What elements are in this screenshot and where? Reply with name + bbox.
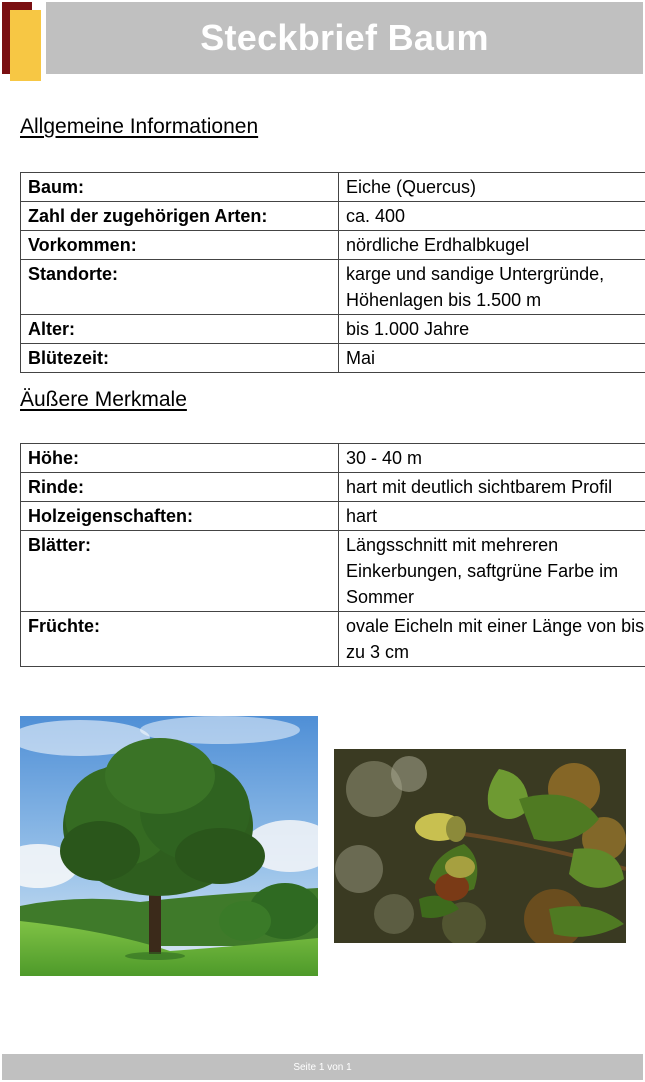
row-label: Holzeigenschaften: [21, 502, 339, 531]
row-value: Mai [339, 344, 645, 373]
row-label: Blätter: [21, 531, 339, 612]
row-value: ca. 400 [339, 202, 645, 231]
page-number: Seite 1 von 1 [293, 1061, 352, 1073]
row-label: Standorte: [21, 260, 339, 315]
table-row [21, 444, 645, 473]
row-value: 30 - 40 m [339, 444, 645, 473]
table-row [21, 612, 645, 667]
oak-tree-photo [20, 716, 318, 976]
row-label: Höhe: [21, 444, 339, 473]
row-label: Alter: [21, 315, 339, 344]
logo-yellow-block [10, 10, 41, 81]
row-label: Rinde: [21, 473, 339, 502]
title-banner [46, 2, 643, 74]
table-row [21, 315, 645, 344]
table-row [21, 173, 645, 202]
row-value: Längsschnitt mit mehreren Einkerbungen, saftgrüne Farbe im Sommer [339, 531, 645, 612]
page-title: Steckbrief Baum [200, 17, 489, 58]
row-label: Baum: [21, 173, 339, 202]
table-row [21, 260, 645, 315]
table-row [21, 344, 645, 373]
features-table [20, 443, 645, 667]
row-label: Zahl der zugehörigen Arten: [21, 202, 339, 231]
page-footer [2, 1054, 643, 1080]
row-value: ovale Eicheln mit einer Länge von bis zu 3 cm [339, 612, 645, 667]
section-heading-features: Äußere Merkmale [20, 388, 187, 411]
row-value: hart mit deutlich sichtbarem Profil [339, 473, 645, 502]
row-value: karge und sandige Untergründe, Höhenlagen bis 1.500 m [339, 260, 645, 315]
table-row [21, 531, 645, 612]
acorn-branch-photo [334, 749, 626, 943]
table-row [21, 502, 645, 531]
table-row [21, 202, 645, 231]
table-row [21, 473, 645, 502]
row-value: hart [339, 502, 645, 531]
table-row [21, 231, 645, 260]
section-heading-general: Allgemeine Informationen [20, 115, 259, 138]
row-value: Eiche (Quercus) [339, 173, 645, 202]
row-label: Blütezeit: [21, 344, 339, 373]
row-value: nördliche Erdhalbkugel [339, 231, 645, 260]
general-info-table [20, 172, 645, 373]
row-value: bis 1.000 Jahre [339, 315, 645, 344]
row-label: Vorkommen: [21, 231, 339, 260]
row-label: Früchte: [21, 612, 339, 667]
